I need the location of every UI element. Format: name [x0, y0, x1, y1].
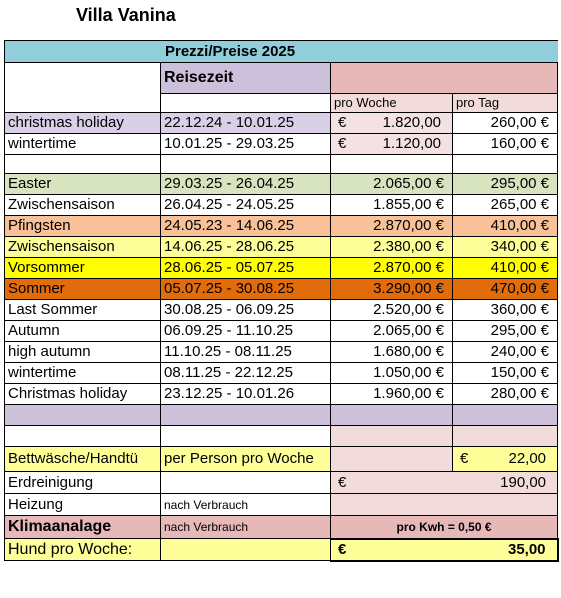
blank-cell — [453, 426, 558, 447]
day-price: 410,00 € — [453, 216, 558, 237]
blank-cell — [331, 494, 558, 516]
week-price: 1.960,00 € — [331, 384, 453, 405]
ac-price: pro Kwh = 0,50 € — [331, 516, 558, 539]
table-row — [5, 363, 558, 384]
table-row — [5, 300, 558, 321]
day-price: 295,00 € — [453, 321, 558, 342]
week-price — [331, 134, 453, 155]
week-price: 2.065,00 € — [331, 174, 453, 195]
table-row — [5, 237, 558, 258]
season-name: Sommer — [5, 279, 161, 300]
day-price: 265,00 € — [453, 195, 558, 216]
linen-price — [453, 447, 558, 472]
week-price — [331, 113, 453, 134]
season-dates: 05.07.25 - 30.08.25 — [161, 279, 331, 300]
season-dates: 29.03.25 - 26.04.25 — [161, 174, 331, 195]
season-name: Zwischensaison — [5, 237, 161, 258]
day-price: 470,00 € — [453, 279, 558, 300]
week-price: 2.065,00 € — [331, 321, 453, 342]
season-name: Last Sommer — [5, 300, 161, 321]
week-price: 2.520,00 € — [331, 300, 453, 321]
dog-amount: 35,00 — [507, 540, 546, 558]
table-row — [5, 342, 558, 363]
table-row — [5, 195, 558, 216]
dog-price — [331, 539, 558, 561]
price-table — [4, 40, 559, 562]
table-row — [5, 216, 558, 237]
day-price: 410,00 € — [453, 258, 558, 279]
week-price: 3.290,00 € — [331, 279, 453, 300]
cleaning-amount: 190,00 — [500, 473, 547, 491]
day-price: 340,00 € — [453, 237, 558, 258]
table-row — [5, 258, 558, 279]
week-price: 2.870,00 € — [331, 258, 453, 279]
season-name: Pfingsten — [5, 216, 161, 237]
cleaning-label: Erdreinigung — [5, 472, 161, 494]
season-name: high autumn — [5, 342, 161, 363]
day-price: 280,00 € — [453, 384, 558, 405]
week-amount: 1.820,00 — [382, 114, 441, 131]
day-price: 240,00 € — [453, 342, 558, 363]
blank-cell — [5, 155, 161, 174]
currency-symbol: € — [338, 114, 347, 131]
currency-symbol: € — [338, 135, 347, 152]
linen-unit: per Person pro Woche — [161, 447, 331, 472]
season-dates: 23.12.25 - 10.01.26 — [161, 384, 331, 405]
week-price: 1.855,00 € — [331, 195, 453, 216]
per-week-header: pro Woche — [331, 94, 453, 113]
heating-unit: nach Verbrauch — [161, 494, 331, 516]
season-dates: 22.12.24 - 10.01.25 — [161, 113, 331, 134]
season-dates: 26.04.25 - 24.05.25 — [161, 195, 331, 216]
day-price: 295,00 € — [453, 174, 558, 195]
linen-amount: 22,00 — [508, 450, 547, 467]
day-price: 150,00 € — [453, 363, 558, 384]
week-amount: 1.120,00 — [382, 135, 441, 152]
blank-cell — [331, 155, 453, 174]
season-name: wintertime — [5, 134, 161, 155]
blank-cell — [161, 426, 331, 447]
blank-cell — [161, 472, 331, 494]
table-row — [5, 384, 558, 405]
table-row — [5, 279, 558, 300]
day-price: 360,00 € — [453, 300, 558, 321]
season-name: Vorsommer — [5, 258, 161, 279]
table-row — [5, 321, 558, 342]
season-dates: 24.05.23 - 14.06.25 — [161, 216, 331, 237]
season-name: christmas holiday — [5, 113, 161, 134]
separator-cell — [331, 405, 453, 426]
season-dates: 10.01.25 - 29.03.25 — [161, 134, 331, 155]
season-dates: 06.09.25 - 11.10.25 — [161, 321, 331, 342]
blank-cell — [5, 63, 161, 94]
blank-cell — [453, 155, 558, 174]
week-price: 2.380,00 € — [331, 237, 453, 258]
season-dates: 30.08.25 - 06.09.25 — [161, 300, 331, 321]
currency-symbol: € — [338, 540, 347, 558]
season-name: Easter — [5, 174, 161, 195]
week-price: 1.680,00 € — [331, 342, 453, 363]
heating-label: Heizung — [5, 494, 161, 516]
per-day-header: pro Tag — [453, 94, 558, 113]
page-title: Villa Vanina — [76, 5, 176, 25]
blank-cell — [5, 94, 161, 113]
season-name: Autumn — [5, 321, 161, 342]
separator-cell — [5, 405, 161, 426]
table-row — [5, 113, 558, 134]
season-dates: 08.11.25 - 22.12.25 — [161, 363, 331, 384]
day-price: 260,00 € — [453, 113, 558, 134]
season-name: Christmas holiday — [5, 384, 161, 405]
linen-label: Bettwäsche/Handtü — [5, 447, 161, 472]
ac-label: Klimaanalage — [5, 516, 161, 539]
blank-cell — [161, 539, 331, 561]
season-name: wintertime — [5, 363, 161, 384]
season-name: Zwischensaison — [5, 195, 161, 216]
blank-cell — [331, 447, 453, 472]
cleaning-price — [331, 472, 558, 494]
blank-cell — [161, 94, 331, 113]
season-header: Reisezeit — [161, 63, 331, 94]
blank-cell — [331, 426, 453, 447]
season-dates: 11.10.25 - 08.11.25 — [161, 342, 331, 363]
week-price: 2.870,00 € — [331, 216, 453, 237]
ac-unit: nach Verbrauch — [161, 516, 331, 539]
season-dates: 14.06.25 - 28.06.25 — [161, 237, 331, 258]
blank-cell — [161, 155, 331, 174]
blank-cell — [5, 426, 161, 447]
day-price: 160,00 € — [453, 134, 558, 155]
week-price: 1.050,00 € — [331, 363, 453, 384]
price-banner: Prezzi/Preise 2025 — [5, 41, 558, 63]
price-header-fill — [331, 63, 558, 94]
dog-label: Hund pro Woche: — [5, 539, 161, 561]
separator-cell — [161, 405, 331, 426]
season-dates: 28.06.25 - 05.07.25 — [161, 258, 331, 279]
currency-symbol: € — [338, 473, 347, 491]
separator-cell — [453, 405, 558, 426]
table-row — [5, 134, 558, 155]
table-row — [5, 174, 558, 195]
currency-symbol: € — [460, 450, 469, 467]
